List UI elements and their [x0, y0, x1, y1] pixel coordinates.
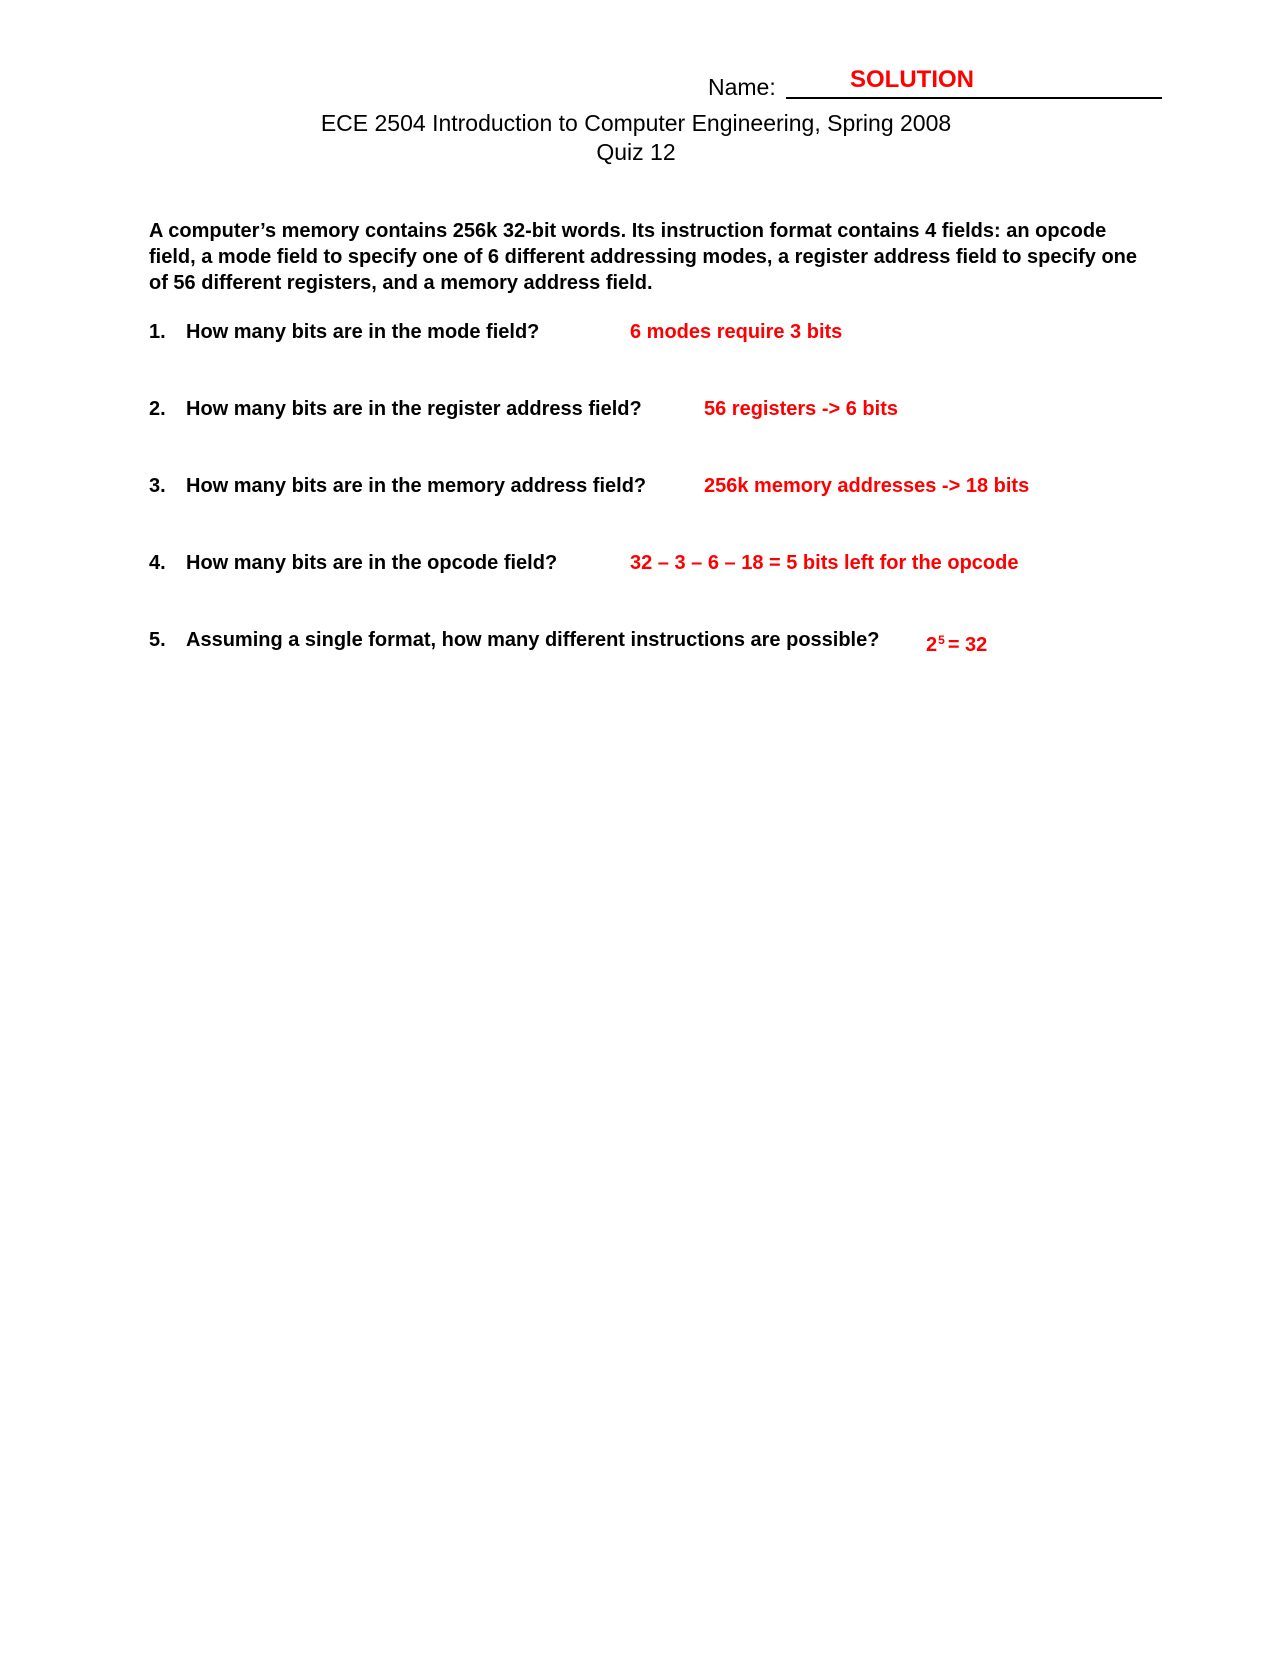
answer-base: 2	[926, 634, 938, 656]
question-text: How many bits are in the memory address field?	[186, 475, 647, 497]
answer-1: 6 modes require 3 bits	[630, 321, 843, 343]
answer-5	[926, 626, 987, 654]
answer-2: 56 registers -> 6 bits	[704, 398, 898, 420]
intro-paragraph: A computer’s memory contains 256k 32-bit words. Its instruction format contains 4 fields: an opcode field, a mode field to specify one of 6 different addressing modes, a register address field to specify one of 56 different registers, and a memory address field.	[149, 220, 1138, 294]
question-number: 2.	[149, 398, 166, 420]
question-number: 4.	[149, 552, 166, 574]
course-title: ECE 2504 Introduction to Computer Engineering, Spring 2008	[320, 110, 952, 136]
question-text: How many bits are in the mode field?	[186, 321, 540, 343]
quiz-title: Quiz 12	[596, 139, 676, 165]
question-text: How many bits are in the register address field?	[186, 398, 642, 420]
name-value: SOLUTION	[850, 66, 974, 93]
answer-3: 256k memory addresses -> 18 bits	[704, 475, 1030, 497]
name-row	[708, 66, 1162, 102]
question-number: 3.	[149, 475, 166, 497]
answer-4: 32 – 3 – 6 – 18 = 5 bits left for the opcode	[630, 552, 1019, 574]
question-text: Assuming a single format, how many different instructions are possible?	[186, 629, 880, 651]
name-underline	[786, 97, 1162, 99]
answer-result: = 32	[947, 634, 988, 656]
question-text: How many bits are in the opcode field?	[186, 552, 558, 574]
name-label: Name:	[708, 74, 776, 100]
answer-exponent: 5	[938, 633, 945, 647]
question-number: 5.	[149, 629, 166, 651]
title-block	[0, 109, 1272, 167]
question-number: 1.	[149, 321, 166, 343]
